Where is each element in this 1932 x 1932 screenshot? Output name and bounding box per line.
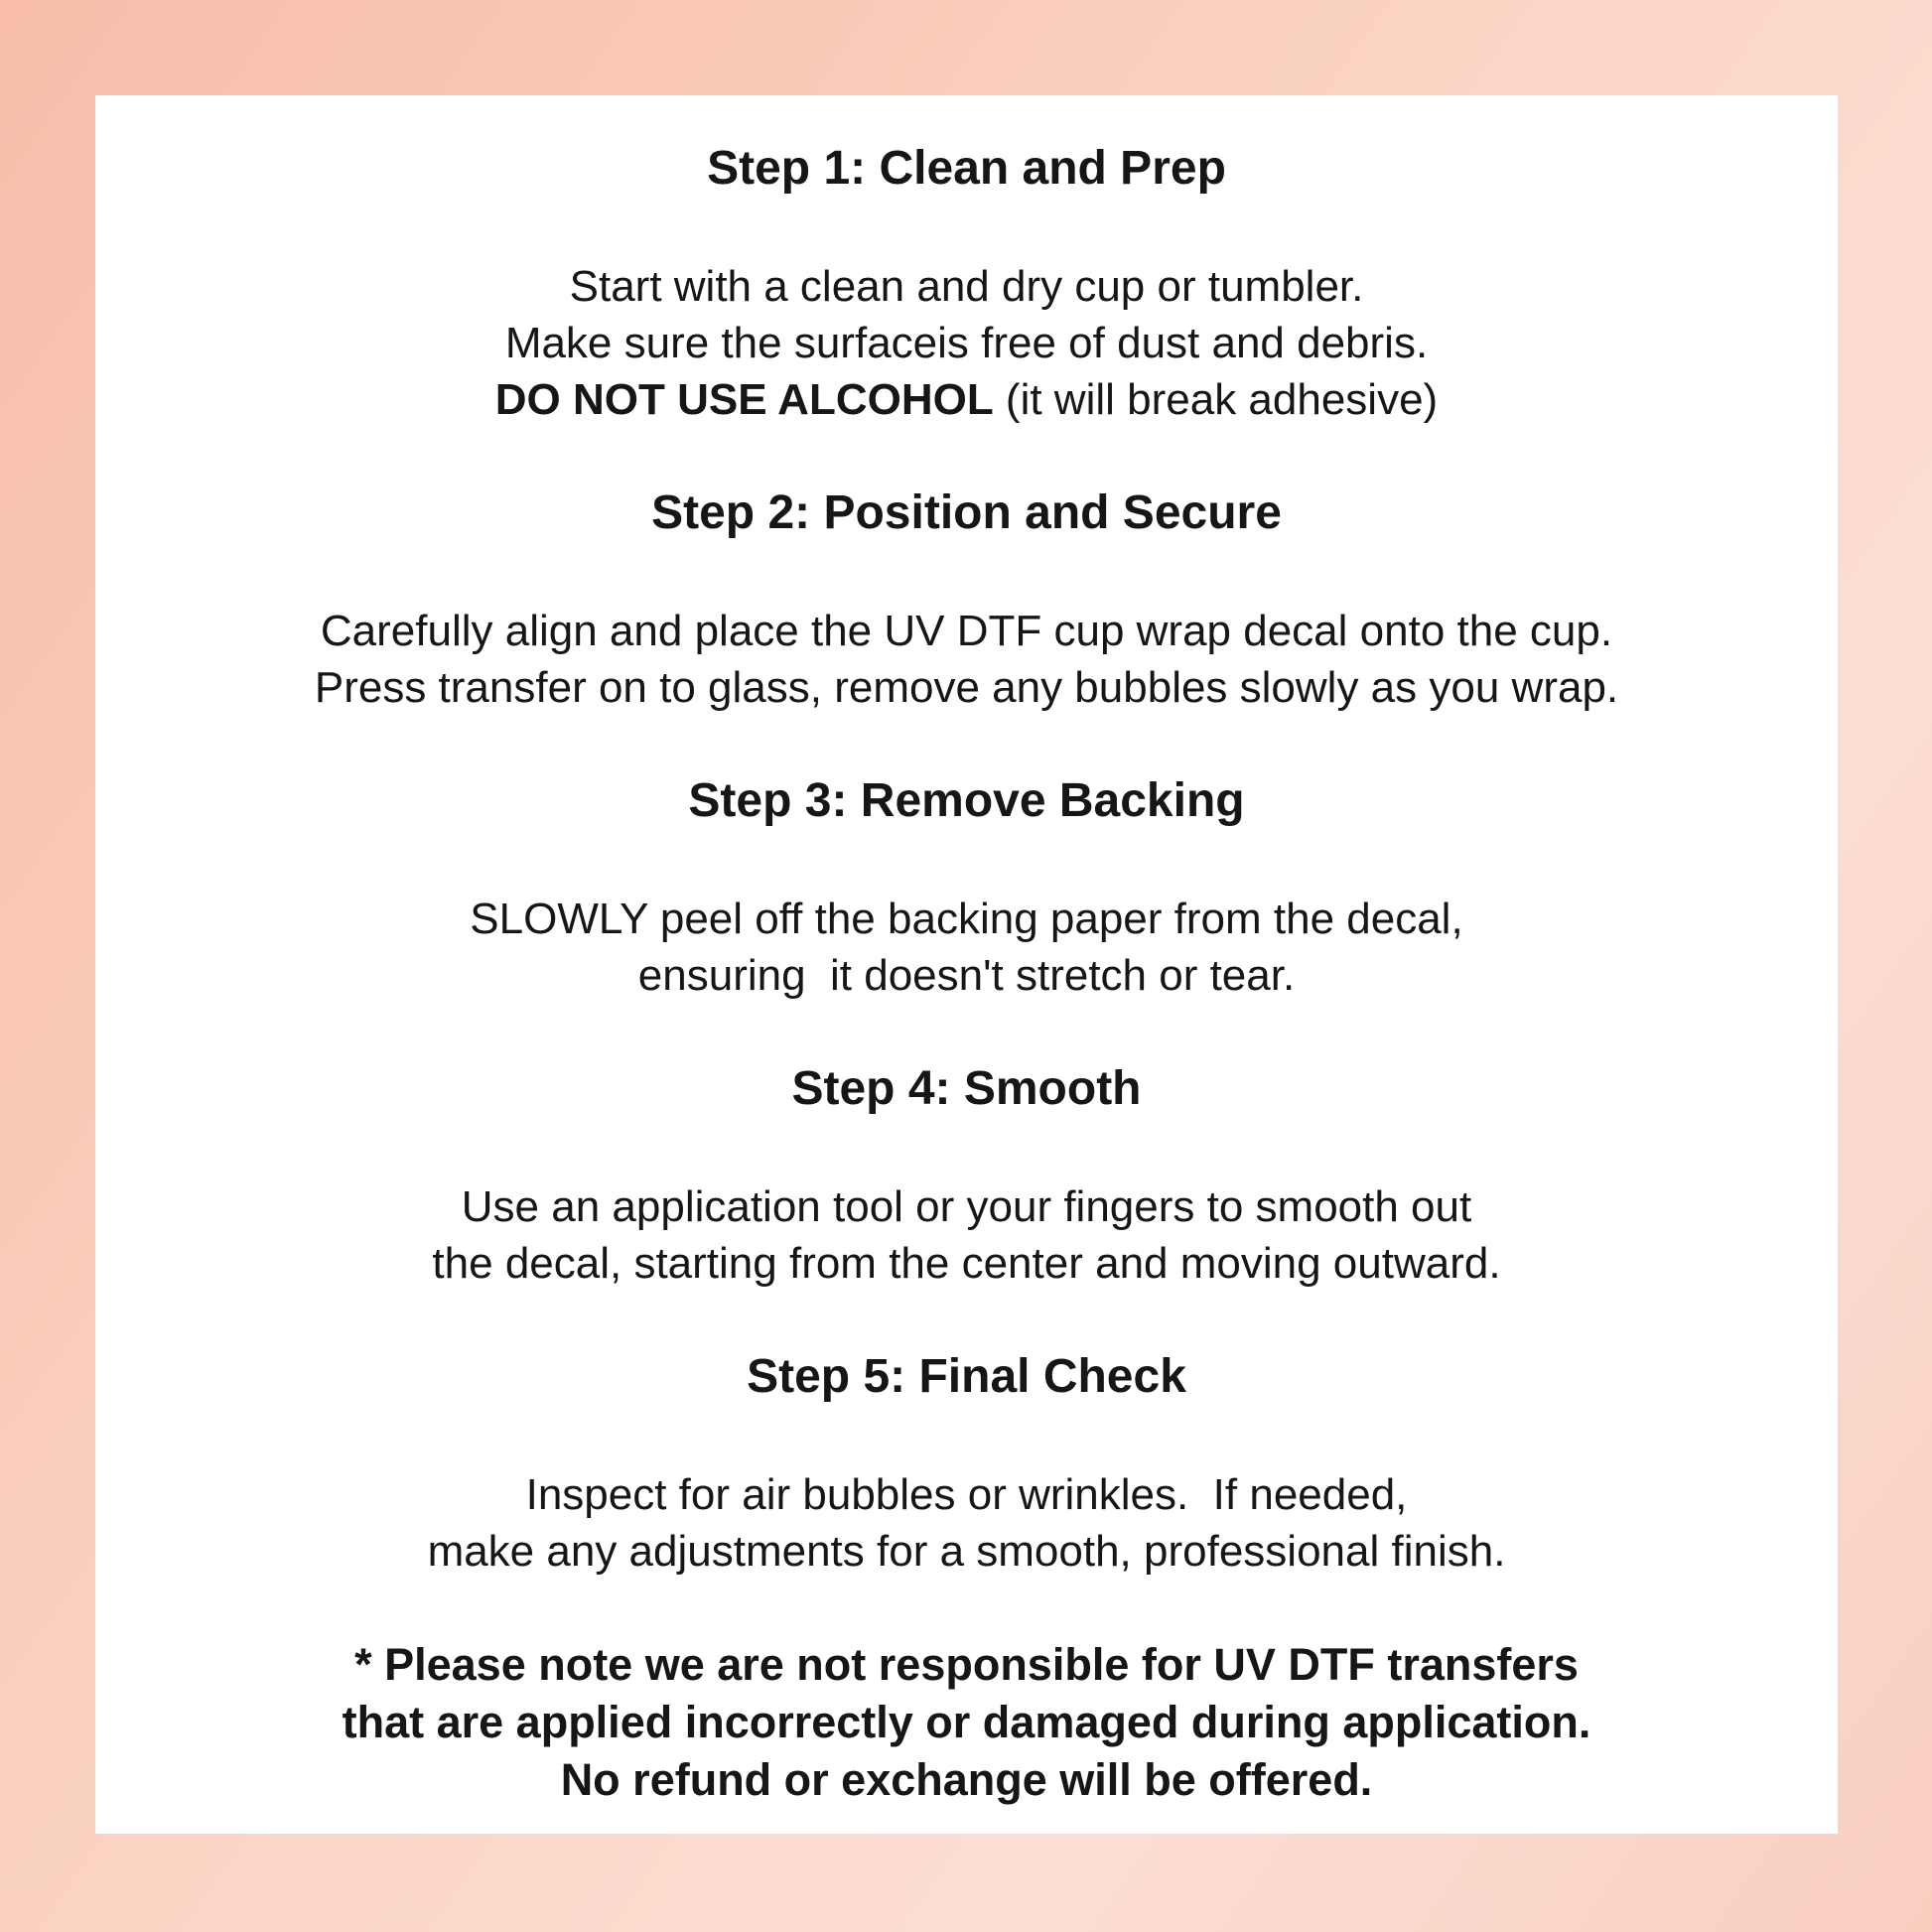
step-1-section <box>95 140 1838 428</box>
step-2-body <box>95 603 1838 716</box>
step-1-heading: Step 1: Clean and Prep <box>707 142 1226 195</box>
step-3-section <box>95 772 1838 1004</box>
step-5-heading: Step 5: Final Check <box>747 1350 1186 1403</box>
disclaimer-line-3: No refund or exchange will be offered. <box>560 1754 1373 1805</box>
step-2-line-1: Carefully align and place the UV DTF cup wrap decal onto the cup. <box>320 607 1613 655</box>
step-3-line-2: ensuring it doesn't stretch or tear. <box>637 951 1296 1000</box>
step-4-body <box>95 1178 1838 1292</box>
alcohol-warning-bold: DO NOT USE ALCOHOL <box>494 375 994 424</box>
step-1-line-2: Make sure the surfaceis free of dust and debris. <box>504 319 1429 367</box>
instruction-card <box>95 95 1838 1834</box>
step-2-section <box>95 484 1838 716</box>
liability-disclaimer <box>95 1636 1838 1809</box>
step-4-section <box>95 1060 1838 1292</box>
step-4-heading: Step 4: Smooth <box>791 1062 1142 1115</box>
step-2-heading: Step 2: Position and Secure <box>651 486 1282 539</box>
step-3-heading: Step 3: Remove Backing <box>688 774 1245 827</box>
step-5-line-1: Inspect for air bubbles or wrinkles. If needed, <box>525 1470 1408 1519</box>
step-5-body <box>95 1466 1838 1580</box>
disclaimer-line-1: * Please note we are not responsible for UV DTF transfers <box>354 1639 1579 1690</box>
step-1-body <box>95 258 1838 428</box>
step-5-section <box>95 1348 1838 1580</box>
disclaimer-line-2: that are applied incorrectly or damaged during application. <box>342 1697 1591 1747</box>
step-4-line-1: Use an application tool or your fingers to smooth out <box>461 1182 1472 1231</box>
step-4-line-2: the decal, starting from the center and moving outward. <box>432 1239 1501 1288</box>
step-2-line-2: Press transfer on to glass, remove any bubbles slowly as you wrap. <box>314 663 1619 712</box>
alcohol-warning-note: (it will break adhesive) <box>993 375 1439 424</box>
step-1-line-1: Start with a clean and dry cup or tumbler. <box>569 262 1364 311</box>
step-5-line-2: make any adjustments for a smooth, professional finish. <box>427 1527 1506 1576</box>
step-3-body <box>95 891 1838 1004</box>
step-3-line-1: SLOWLY peel off the backing paper from the decal, <box>470 895 1463 943</box>
step-1-line-3 <box>95 371 1838 428</box>
